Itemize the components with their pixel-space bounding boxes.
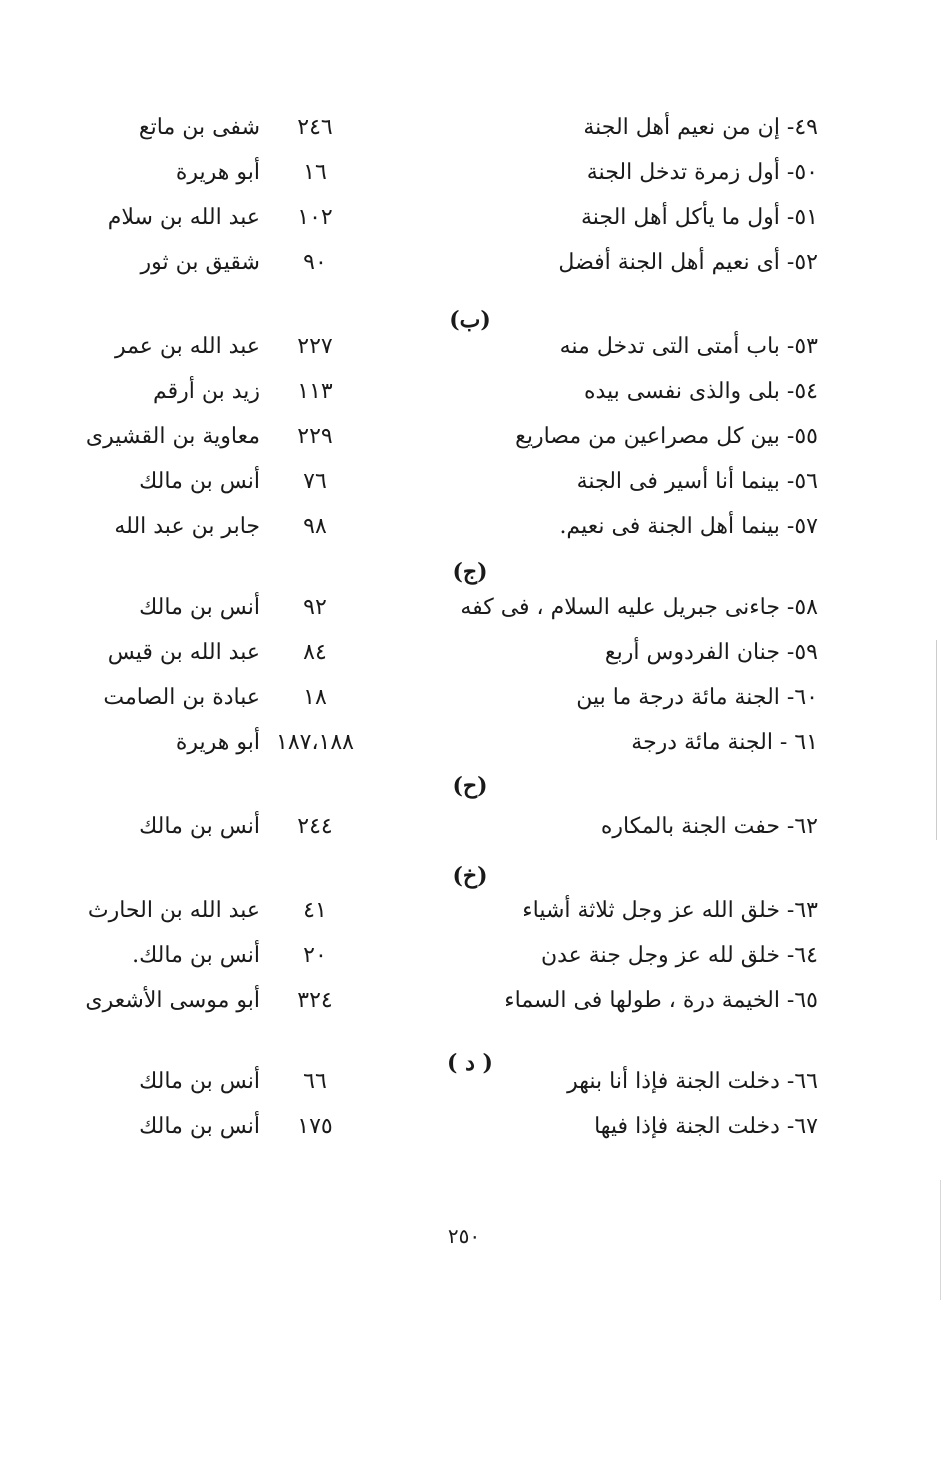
section-group-kha [0,896,948,1031]
narrator-name: أنس بن مالك [139,1069,260,1094]
index-row [0,986,948,1031]
narrator-name: عبد الله بن سلام [107,205,260,230]
index-row [0,638,948,683]
index-row [0,941,948,986]
index-row [0,1067,948,1112]
section-group-intro [0,113,948,293]
narrator-name: أبو موسى الأشعرى [85,988,260,1013]
hadith-title: ٥٣- باب أمتى التى تدخل منه [559,334,818,359]
hadith-number: ١٦ [303,160,327,185]
index-row [0,683,948,728]
hadith-number: ٦٦ [303,1069,327,1094]
index-row [0,377,948,422]
narrator-name: عبادة بن الصامت [103,685,260,710]
hadith-number: ١٨٧،١٨٨ [276,730,354,755]
index-row [0,512,948,557]
section-heading-dal: ( د ) [447,1050,493,1076]
hadith-number: ٧٦ [303,469,327,494]
index-row [0,113,948,158]
hadith-title: ٥٦- بينما أنا أسير فى الجنة [576,469,818,494]
section-group-ba [0,332,948,557]
hadith-title: ٦٠- الجنة مائة درجة ما بين [576,685,818,710]
hadith-title: ٥١- أول ما يأكل أهل الجنة [580,205,818,230]
hadith-number: ٢٢٩ [297,424,333,449]
section-heading-ha: (ح) [452,773,488,799]
narrator-name: عبد الله بن قيس [107,640,260,665]
hadith-title: ٦٥- الخيمة درة ، طولها فى السماء [504,988,818,1013]
page-number: ٢٥٠ [447,1224,481,1248]
narrator-name: أنس بن مالك [139,595,260,620]
scan-edge-mark [940,1180,941,1300]
index-row [0,896,948,941]
hadith-title: ٤٩- إن من نعيم أهل الجنة [583,115,818,140]
index-row [0,467,948,512]
hadith-title: ٥٥- بين كل مصراعين من مصاريع [515,424,818,449]
hadith-number: ١٠٢ [297,205,333,230]
hadith-number: ٩٢ [303,595,327,620]
narrator-name: أنس بن مالك [139,814,260,839]
narrator-name: أنس بن مالك. [132,943,260,968]
index-row [0,422,948,467]
hadith-number: ٢٢٧ [297,334,333,359]
section-heading-jim: (ج) [452,559,488,585]
hadith-title: ٥٩- جنان الفردوس أربع [604,640,818,665]
hadith-title: ٥٠- أول زمرة تدخل الجنة [586,160,818,185]
hadith-number: ٩٠ [303,250,327,275]
hadith-number: ٣٢٤ [297,988,333,1013]
hadith-title: ٦٤- خلق لله عز وجل جنة عدن [540,943,818,968]
section-heading-ba: (ب) [449,307,491,333]
hadith-number: ٢٤٤ [297,814,333,839]
hadith-number: ٨٤ [303,640,327,665]
index-row [0,203,948,248]
narrator-name: أبو هريرة [175,730,260,755]
hadith-title: ٦١ - الجنة مائة درجة [631,730,818,755]
hadith-title: ٦٢- حفت الجنة بالمكاره [600,814,818,839]
hadith-number: ٩٨ [303,514,327,539]
hadith-title: ٥٧- بينما أهل الجنة فى نعيم. [559,514,818,539]
hadith-number: ١٧٥ [297,1114,333,1139]
hadith-number: ٢٤٦ [297,115,333,140]
narrator-name: جابر بن عبد الله [114,514,260,539]
index-row [0,812,948,857]
section-group-jim [0,593,948,773]
hadith-number: ١٨ [303,685,327,710]
index-row [0,248,948,293]
narrator-name: عبد الله بن الحارث [87,898,260,923]
narrator-name: عبد الله بن عمر [114,334,260,359]
hadith-title: ٦٣- خلق الله عز وجل ثلاثة أشياء [522,898,818,923]
hadith-number: ١١٣ [297,379,333,404]
scan-edge-mark [936,640,937,840]
narrator-name: شقيق بن ثور [140,250,260,275]
narrator-name: شفى بن ماتع [138,115,260,140]
narrator-name: أبو هريرة [175,160,260,185]
hadith-title: ٥٨- جاءنى جبريل عليه السلام ، فى كفه [460,595,818,620]
section-heading-kha: (خ) [452,863,488,889]
narrator-name: معاوية بن القشيرى [85,424,260,449]
narrator-name: أنس بن مالك [139,469,260,494]
hadith-number: ٤١ [303,898,327,923]
index-row [0,728,948,773]
narrator-name: أنس بن مالك [139,1114,260,1139]
section-group-ha [0,812,948,857]
index-row [0,332,948,377]
index-row [0,1112,948,1157]
hadith-title: ٥٤- بلى والذى نفسى بيده [583,379,818,404]
hadith-number: ٢٠ [303,943,327,968]
narrator-name: زيد بن أرقم [152,379,260,404]
index-row [0,593,948,638]
section-group-dal [0,1067,948,1157]
hadith-title: ٥٢- أى نعيم أهل الجنة أفضل [558,250,818,275]
hadith-title: ٦٦- دخلت الجنة فإذا أنا بنهر [567,1069,818,1094]
index-row [0,158,948,203]
hadith-title: ٦٧- دخلت الجنة فإذا فيها [594,1114,818,1139]
